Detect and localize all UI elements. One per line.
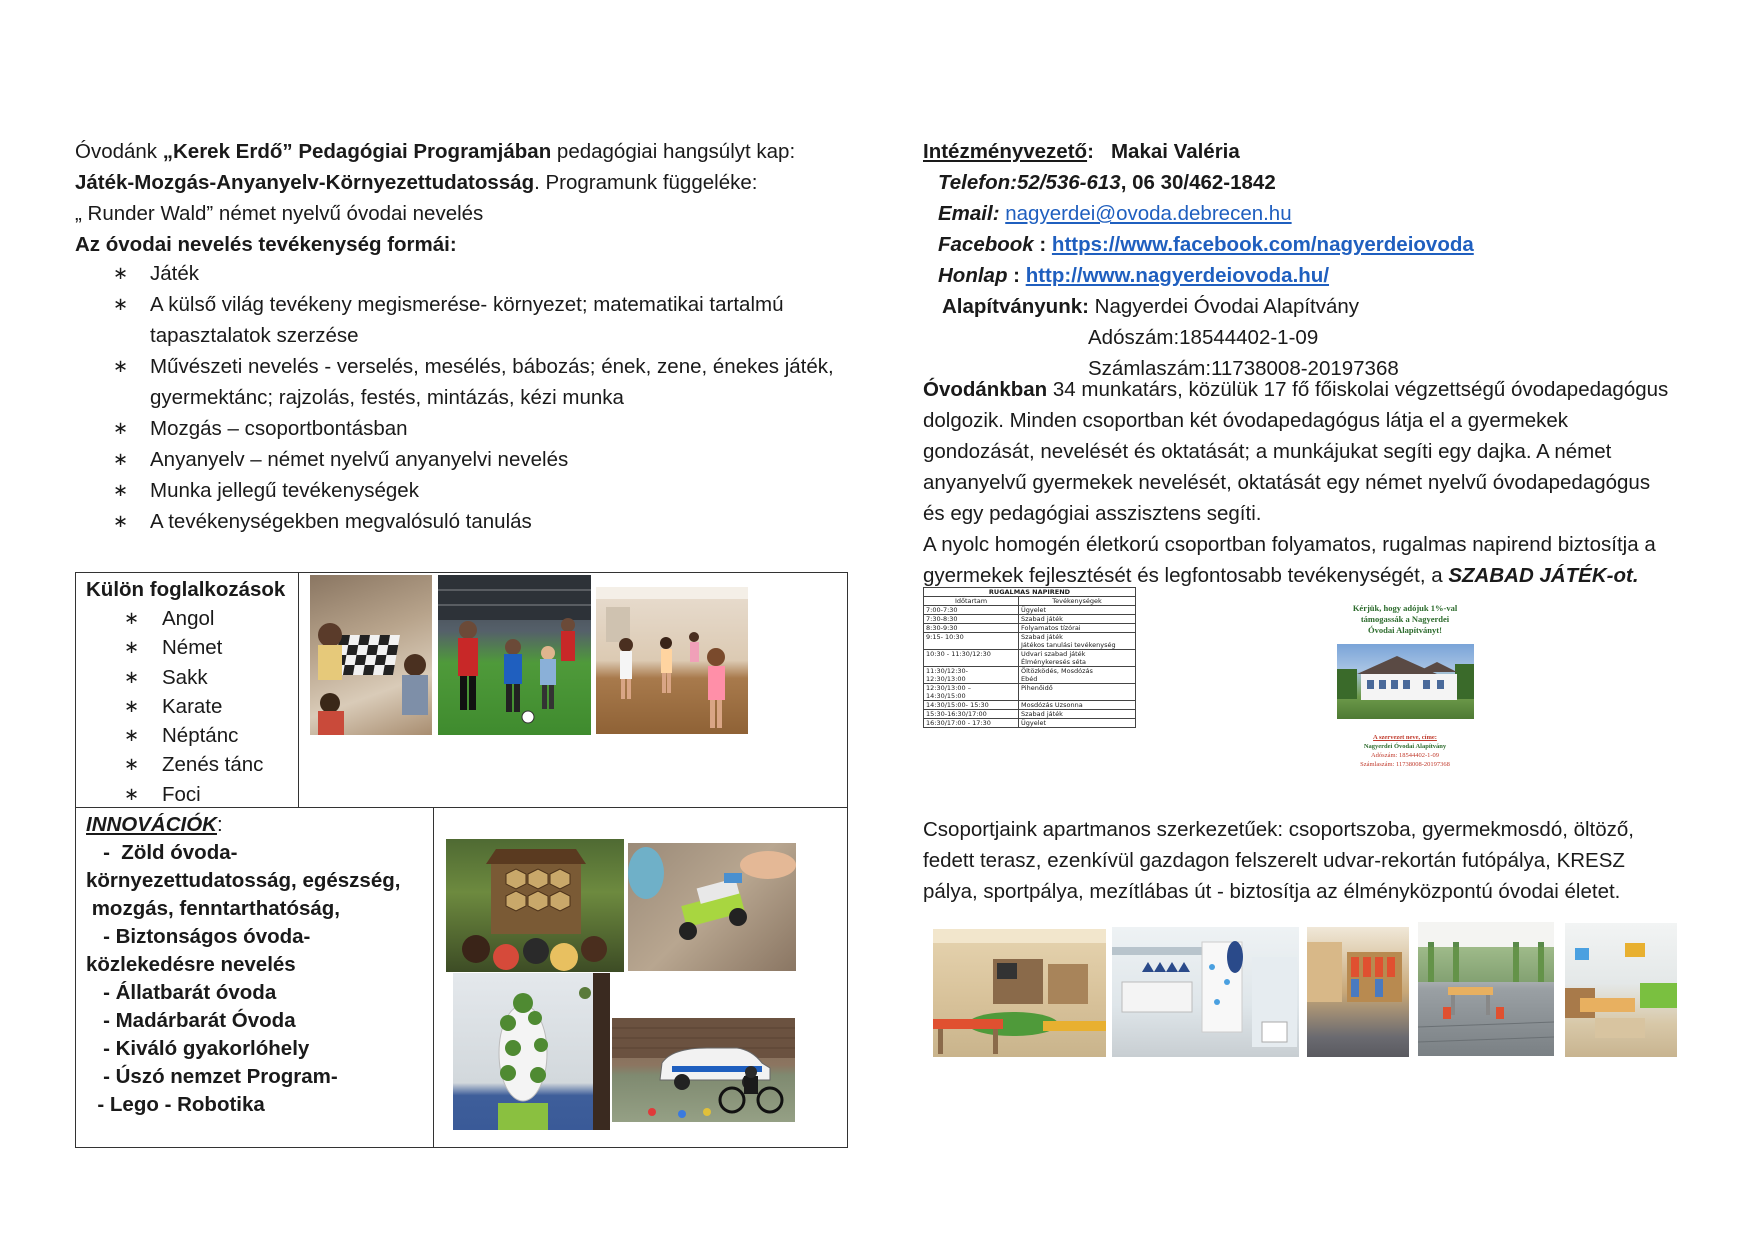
innovation-line: közlekedésre nevelés [86,953,296,976]
schedule-time-cell: 7:00-7:30 [924,606,1019,615]
intro-block [75,136,855,260]
innovation-line: - Állatbarát óvoda [86,981,277,1004]
innovations-cell [86,811,431,1119]
course-item: ∗ Német [86,633,298,662]
donation-flyer [1330,603,1480,795]
foundation-line: Alapítványunk: Nagyerdei Óvodai Alapítvány [942,295,1360,318]
schedule-row [924,719,1136,728]
innovation-line: - Kiváló gyakorlóhely [86,1037,310,1060]
bug-hotel-photo [446,839,624,972]
email-line: Email: nagyerdei@ovoda.debrecen.hu [938,202,1292,225]
bullet-icon: ∗ [113,263,129,283]
activities-list [75,258,855,537]
innovation-line: - Biztonságos óvoda- [86,925,311,948]
schedule-table [923,587,1136,728]
schedule-head-row: Időtartam Tevékenységek [924,597,1136,606]
staff-paragraph: Óvodánkban 34 munkatárs, közülük 17 fő főiskolai végzettségű óvodapedagógus dolgozik. Minden csoportban két óvodapedagógus látja el a gyermekek gondozását, nevelését és oktatását; a munkájukat segíti egy dajka. A német anyanyelvű gyermekek nevelését, oktatását egy német nyelvű óvodapedagógus és egy pedagógiai asszisztens segíti. A nyolc homogén életkorú csoportban folyamatos, rugalmas napirend biztosítja a gyermekek fejlesztését és legfontosabb tevékenységét, a SZABAD JÁTÉK-ot. [923,378,1669,587]
dance-photo [596,587,748,734]
schedule-title-row: RUGALMAS NAPIREND [924,588,1136,597]
plant-tower-photo [453,973,610,1130]
course-item: ∗ Angol [86,604,298,633]
classroom-icon [933,929,1106,1057]
flyer-line: támogassák a Nagyerdei [1360,614,1450,624]
activity-item: ∗ Anyanyelv – német nyelvű anyanyelvi nevelés [75,444,855,475]
account-number: Számlaszám:11738008-20197368 [1088,357,1399,380]
schedule-time-cell: 9:15- 10:30 [924,633,1019,650]
schedule-time-cell: 10:30 - 11:30/12:30 [924,650,1019,667]
schedule-time-cell: 16:30/17:00 - 17:30 [924,719,1019,728]
courses-cell [86,574,298,809]
schedule-activity-cell: Szabad játék Játékos tanulási tevékenység [1019,633,1136,650]
insect-hotel-icon [446,839,624,972]
innovation-line: - Madárbarát Óvoda [86,1009,296,1032]
schedule-activity-cell: Szabad játék [1019,710,1136,719]
schedule-activity-cell: Pihenőidő [1019,684,1136,701]
activities-heading: Az óvodai nevelés tevékenység formái: [75,233,457,256]
wardrobe-photo [1307,927,1409,1057]
contact-block [923,136,1683,384]
lego-robot-icon [628,843,796,971]
terrace-icon [1418,922,1554,1056]
activity-item: ∗ Játék [75,258,855,289]
flyer-line: Kérjük, hogy adójuk 1%-val [1352,603,1458,613]
schedule-row [924,633,1136,650]
course-item: ∗ Zenés tánc [86,750,298,779]
schedule-time-cell: 8:30-9:30 [924,624,1019,633]
bullet-icon: ∗ [113,294,129,314]
terrace-photo [1418,922,1554,1056]
schedule-row [924,606,1136,615]
schedule-activity-cell: Ügyelet [1019,606,1136,615]
intro-line-1: Óvodánk „Kerek Erdő” Pedagógiai Programjában pedagógiai hangsúlyt kap: [75,140,796,163]
flyer-line: Óvodai Alapítványt! [1368,625,1442,635]
washroom-icon [1112,927,1299,1057]
flyer-line: Számlaszám: 11738008-20197368 [1360,761,1450,768]
schedule-time-cell: 12:30/13:00 – 14:30/15:00 [924,684,1019,701]
bullet-icon: ∗ [124,608,140,628]
wardrobe-icon [1307,927,1409,1057]
schedule-row [924,650,1136,667]
schedule-activity-cell: Udvari szabad játék Élménykeresés séta [1019,650,1136,667]
activity-item: ∗ Mozgás – csoportbontásban [75,413,855,444]
bullet-icon: ∗ [124,725,140,746]
innovation-line: - Lego - Robotika [86,1093,265,1116]
website-link[interactable]: http://www.nagyerdeiovoda.hu/ [1025,264,1330,287]
schedule-time-cell: 15:30-16:30/17:00 [924,710,1019,719]
director-line: Intézményvezető: Makai Valéria [923,140,1240,163]
lego-photo [628,843,796,971]
course-item: ∗ Karate [86,692,298,721]
dancing-children-icon [596,587,748,734]
table-divider-v-bottom [433,807,434,1147]
facilities-paragraph: Csoportjaink apartmanos szerkezetűek: csoportszoba, gyermekmosdó, öltöző, fedett terasz, ezenkívül gazdagon felszerelt udvar-rekortán futópálya, KRESZ pálya, sportpálya, mezítlábas út - biztosítja az élményközpontú óvodai életet. [923,818,1635,903]
table-divider-v-top [298,572,299,808]
schedule-activity-cell: Folyamatos tízórai [1019,624,1136,633]
innovation-line: - Úszó nemzet Program- [86,1065,338,1088]
activity-item: ∗ A külső világ tevékeny megismerése- környezet; matematikai tartalmú tapasztalatok szerzése [75,289,855,351]
courses-list [86,604,298,809]
kindergarten-building-photo [1337,644,1474,719]
schedule-activity-cell: Mosdózás Uzsonna [1019,701,1136,710]
courses-title: Külön foglalkozások [86,578,286,601]
bullet-icon: ∗ [113,480,129,500]
schedule-row [924,615,1136,624]
playroom-icon [1565,923,1677,1057]
chess-photo [310,575,432,735]
phone-line: Telefon:52/536-613, 06 30/462-1842 [938,171,1276,194]
course-item: ∗ Néptánc [86,721,298,750]
schedule-activity-cell: Öltözködés, Mosdózás Ebéd [1019,667,1136,684]
building-icon [1337,644,1474,719]
facebook-line: Facebook : https://www.facebook.com/nagyerdeiovoda [938,233,1474,256]
schedule-row [924,710,1136,719]
flyer-line: Nagyerdei Óvodai Alapítvány [1363,743,1447,750]
police-car-bike-icon [612,1018,795,1122]
flyer-line: A szervezet neve, címe: [1373,734,1437,741]
playroom-photo [1565,923,1677,1057]
innovation-line: mozgás, fenntarthatóság, [86,897,341,920]
vertical-garden-icon [453,973,610,1130]
schedule-row [924,701,1136,710]
kresz-bike-photo [612,1018,795,1122]
innovations-title: INNOVÁCIÓK: [86,813,223,836]
group-room-photo [933,929,1106,1057]
schedule-row [924,684,1136,701]
bullet-icon: ∗ [113,356,129,376]
schedule-body [924,606,1136,728]
schedule-row [924,624,1136,633]
course-item: ∗ Sakk [86,663,298,692]
tax-number: Adószám:18544402-1-09 [1088,326,1319,349]
schedule-time-cell: 11:30/12:30- 12:30/13:00 [924,667,1019,684]
activity-item: ∗ A tevékenységekben megvalósuló tanulás [75,506,855,537]
intro-line-2: Játék-Mozgás-Anyanyelv-Környezettudatosság. Programunk függeléke: [75,171,758,194]
schedule-time-cell: 14:30/15:00- 15:30 [924,701,1019,710]
website-line: Honlap : http://www.nagyerdeiovoda.hu/ [938,264,1330,287]
schedule-activity-cell: Ügyelet [1019,719,1136,728]
flyer-line: Adószám: 18544402-1-09 [1370,752,1440,759]
facebook-link[interactable]: https://www.facebook.com/nagyerdeiovoda [1051,233,1474,256]
bullet-icon: ∗ [124,754,140,775]
bullet-icon: ∗ [113,449,129,469]
bullet-icon: ∗ [113,418,129,438]
chess-board-icon [310,575,432,735]
bullet-icon: ∗ [113,511,129,531]
innovation-line: - Zöld óvoda- [86,841,238,864]
activity-item: ∗ Művészeti nevelés - verselés, mesélés, bábozás; ének, zene, énekes játék, gyermektánc; rajzolás, festés, mintázás, kézi munka [75,351,855,413]
course-item: ∗ Foci [86,780,298,809]
schedule-time-cell: 7:30-8:30 [924,615,1019,624]
bullet-icon: ∗ [124,695,140,716]
intro-line-3: „ Runder Wald” német nyelvű óvodai nevelés [75,202,484,225]
schedule-activity-cell: Szabad játék [1019,615,1136,624]
activity-item: ∗ Munka jellegű tevékenységek [75,475,855,506]
football-photo [438,575,591,735]
football-players-icon [438,575,591,735]
washroom-photo [1112,927,1299,1057]
bullet-icon: ∗ [124,783,140,804]
innovation-line: környezettudatosság, egészség, [86,869,401,892]
bullet-icon: ∗ [124,666,140,687]
email-link[interactable]: nagyerdei@ovoda.debrecen.hu [1005,202,1292,225]
bullet-icon: ∗ [124,637,140,658]
schedule-row [924,667,1136,684]
